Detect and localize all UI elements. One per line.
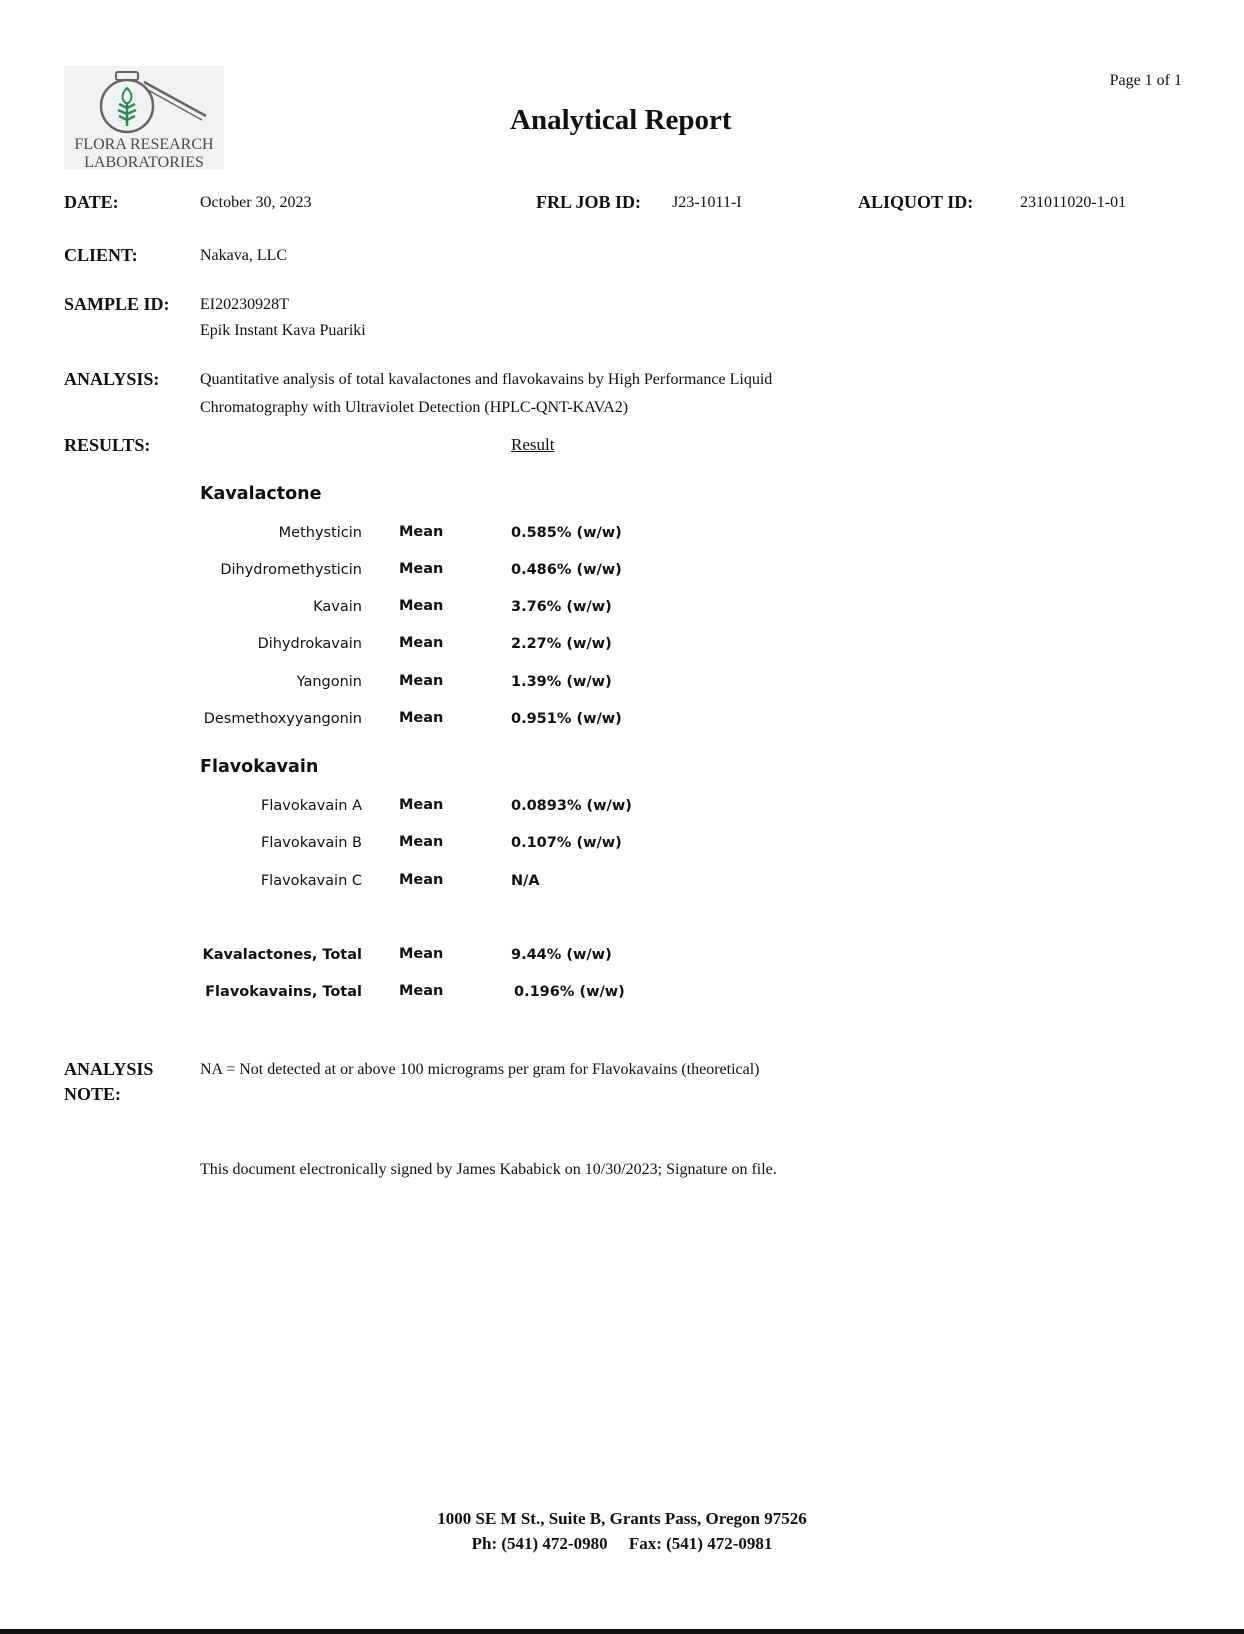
job-id-label: FRL JOB ID:	[536, 192, 642, 212]
analysis-note-text: NA = Not detected at or above 100 micrograms per gram for Flavokavains (theoretical)	[200, 1061, 760, 1078]
analysis-line-1: Quantitative analysis of total kavalactones and flavokavains by High Performance Liquid	[200, 371, 773, 388]
result-value: N/A	[511, 873, 540, 889]
analyte-name: Dihydrokavain	[257, 636, 362, 652]
sample-id-label: SAMPLE ID:	[64, 294, 170, 314]
date-label: DATE:	[64, 192, 119, 212]
logo-text: FLORA RESEARCH LABORATORIES	[74, 136, 214, 171]
statistic: Mean	[399, 673, 444, 689]
statistic: Mean	[399, 946, 444, 962]
result-value: 0.0893% (w/w)	[511, 798, 632, 814]
aliquot-id-value: 231011020-1-01	[1020, 194, 1127, 211]
statistic: Mean	[399, 872, 444, 888]
analyte-name: Methysticin	[278, 525, 362, 541]
analyte-name: Kavain	[313, 599, 362, 615]
analyte-name: Dihydromethysticin	[220, 562, 362, 578]
job-id-value: J23-1011-I	[672, 194, 742, 211]
analyte-name: Desmethoxyyangonin	[203, 711, 362, 727]
statistic: Mean	[399, 561, 444, 577]
result-value: 2.27% (w/w)	[511, 636, 612, 652]
page-number: Page 1 of 1	[1109, 72, 1182, 89]
statistic: Mean	[399, 834, 444, 850]
kavalactone-section-header: Kavalactone	[200, 484, 322, 504]
total-name: Flavokavains, Total	[205, 984, 362, 1000]
analyte-name: Flavokavain C	[260, 873, 362, 889]
signature-statement: This document electronically signed by James Kababick on 10/30/2023; Signature on file.	[200, 1161, 777, 1178]
result-value: 0.486% (w/w)	[511, 562, 622, 578]
page-title: Analytical Report	[510, 104, 732, 136]
bottom-rule	[0, 1629, 1244, 1634]
analyte-name: Yangonin	[296, 674, 362, 690]
analyte-name: Flavokavain A	[261, 798, 362, 814]
statistic: Mean	[399, 983, 444, 999]
result-value: 0.951% (w/w)	[511, 711, 622, 727]
statistic: Mean	[399, 635, 444, 651]
analysis-note-label: ANALYSIS NOTE:	[64, 1059, 154, 1104]
result-value: 0.107% (w/w)	[511, 835, 622, 851]
date-value: October 30, 2023	[200, 194, 312, 211]
analysis-line-2: Chromatography with Ultraviolet Detection (HPLC-QNT-KAVA2)	[200, 399, 629, 416]
client-label: CLIENT:	[64, 245, 138, 265]
flask-icon	[86, 68, 256, 140]
result-value: 0.585% (w/w)	[511, 525, 622, 541]
analyte-name: Flavokavain B	[261, 835, 362, 851]
results-label: RESULTS:	[64, 435, 151, 455]
result-value: 3.76% (w/w)	[511, 599, 612, 615]
lab-logo	[64, 66, 224, 170]
result-value: 1.39% (w/w)	[511, 674, 612, 690]
total-value: 0.196% (w/w)	[514, 984, 625, 1000]
statistic: Mean	[399, 710, 444, 726]
statistic: Mean	[399, 797, 444, 813]
sample-id-value: EI20230928T	[200, 296, 289, 313]
total-name: Kavalactones, Total	[202, 947, 362, 963]
footer-address: 1000 SE M St., Suite B, Grants Pass, Oregon 97526	[437, 1509, 807, 1528]
flavokavain-section-header: Flavokavain	[200, 757, 319, 777]
statistic: Mean	[399, 598, 444, 614]
sample-name: Epik Instant Kava Puariki	[200, 322, 366, 339]
statistic: Mean	[399, 524, 444, 540]
footer-phone: Ph: (541) 472-0980 Fax: (541) 472-0981	[471, 1534, 773, 1553]
aliquot-id-label: ALIQUOT ID:	[858, 192, 974, 212]
total-value: 9.44% (w/w)	[511, 947, 612, 963]
result-column-header: Result	[511, 435, 555, 454]
analysis-label: ANALYSIS:	[64, 369, 160, 389]
client-value: Nakava, LLC	[200, 247, 288, 264]
